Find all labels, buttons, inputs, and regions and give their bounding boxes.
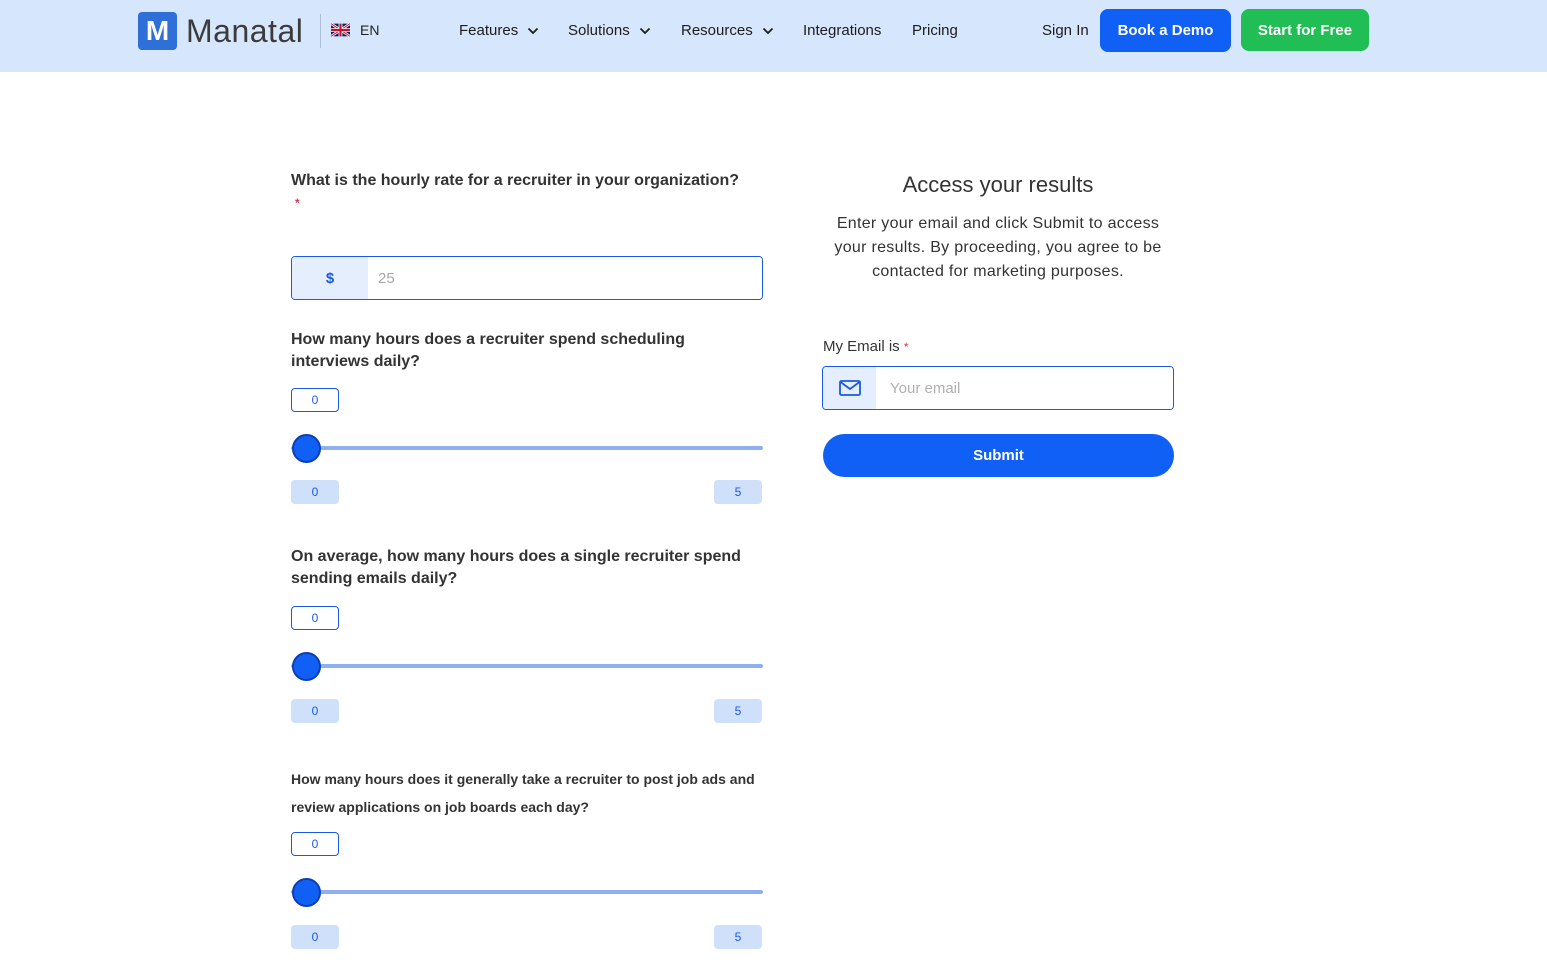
brand-name: Manatal (186, 12, 304, 49)
currency-prefix: $ (292, 257, 368, 299)
envelope-icon (839, 380, 861, 396)
chevron-down-icon (639, 27, 651, 35)
slider-track[interactable] (291, 664, 763, 668)
hourly-rate-question (291, 170, 761, 214)
email-prefix (823, 367, 876, 409)
email-label-text: My Email is (823, 338, 900, 355)
slider-min-label: 0 (291, 925, 339, 949)
nav-integrations-label: Integrations (803, 22, 882, 39)
slider-handle[interactable] (292, 878, 321, 907)
nav-features-label: Features (459, 22, 519, 39)
brand-logo[interactable] (138, 12, 303, 50)
slider-handle[interactable] (292, 652, 321, 681)
slider-max-label: 5 (714, 925, 762, 949)
slider-track[interactable] (291, 890, 763, 894)
slider-max-label: 5 (714, 480, 762, 504)
nav-solutions[interactable] (568, 22, 651, 39)
job-ads-hours-question: How many hours does it generally take a recruiter to post job ads and review applications on job boards each day? (291, 771, 755, 815)
hourly-rate-input[interactable] (368, 257, 762, 299)
hourly-rate-question-text: What is the hourly rate for a recruiter in your organization? (291, 172, 740, 189)
book-demo-button[interactable]: Book a Demo (1100, 9, 1231, 52)
language-selector[interactable] (331, 22, 379, 38)
header-divider (320, 14, 321, 48)
job-ads-hours-value[interactable]: 0 (291, 832, 339, 856)
hourly-rate-field (291, 256, 763, 300)
slider-min-label: 0 (291, 699, 339, 723)
job-ads-hours-slider[interactable] (291, 877, 763, 907)
scheduling-hours-value[interactable]: 0 (291, 388, 339, 412)
email-label (823, 338, 909, 355)
slider-track[interactable] (291, 446, 763, 450)
required-marker: * (295, 196, 300, 210)
slider-min-label: 0 (291, 480, 339, 504)
scheduling-hours-question: How many hours does a recruiter spend scheduling interviews daily? (291, 331, 685, 370)
results-title: Access your results (902, 172, 1094, 197)
email-hours-slider[interactable] (291, 651, 763, 681)
submit-button[interactable]: Submit (823, 434, 1174, 477)
top-navigation-bar (0, 0, 1547, 72)
slider-max-label: 5 (714, 699, 762, 723)
email-field (822, 366, 1174, 410)
nav-resources-label: Resources (681, 22, 753, 39)
email-input[interactable] (876, 367, 1173, 409)
start-free-button[interactable]: Start for Free (1241, 9, 1369, 51)
sign-in-link[interactable]: Sign In (1042, 22, 1089, 39)
nav-integrations[interactable] (803, 22, 881, 39)
nav-pricing-label: Pricing (912, 22, 958, 39)
language-label: EN (360, 22, 380, 38)
email-hours-value[interactable]: 0 (291, 606, 339, 630)
chevron-down-icon (762, 27, 774, 35)
slider-handle[interactable] (292, 434, 321, 463)
nav-solutions-label: Solutions (568, 22, 630, 39)
nav-features[interactable] (459, 22, 539, 39)
nav-resources[interactable] (681, 22, 774, 39)
chevron-down-icon (527, 27, 539, 35)
brand-logo-mark: M (138, 12, 177, 50)
email-hours-question: On average, how many hours does a single recruiter spend sending emails daily? (291, 548, 741, 587)
required-marker: * (903, 340, 909, 354)
uk-flag-icon (331, 23, 350, 37)
scheduling-hours-slider[interactable] (291, 433, 763, 463)
nav-pricing[interactable] (912, 22, 958, 39)
results-description: Enter your email and click Submit to access your results. By proceeding, you agree to be contacted for marketing purposes. (834, 215, 1162, 280)
